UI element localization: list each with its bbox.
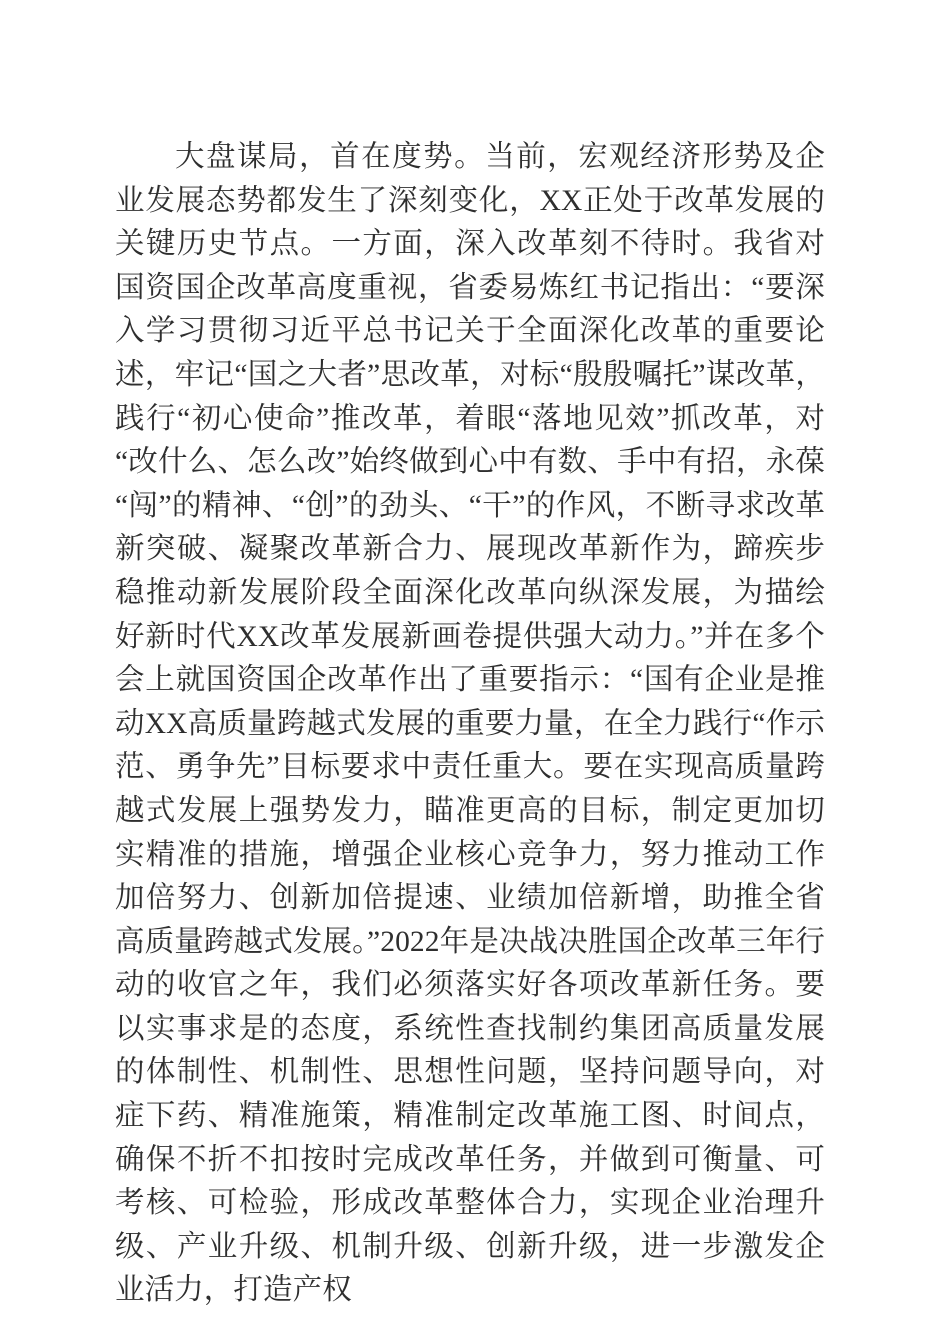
page-header <box>0 0 950 140</box>
document-body <box>115 136 825 1313</box>
body-paragraph: 大盘谋局，首在度势。当前，宏观经济形势及企业发展态势都发生了深刻变化，XX正处于改革发展的关键历史节点。一方面，深入改革刻不待时。我省对国资国企改革高度重视，省委易炼红书记指出：“要深入学习贯彻习近平总书记关于全面深化改革的重要论述，牢记“国之大者”思改革，对标“殷殷嘱托”谋改革，践行“初心使命”推改革，着眼“落地见效”抓改革，对“改什么、怎么改”始终做到心中有数、手中有招，永葆“闯”的精神、“创”的劲头、“干”的作风，不断寻求改革新突破、凝聚改革新合力、展现改革新作为，蹄疾步稳推动新发展阶段全面深化改革向纵深发展，为描绘好新时代XX改革发展新画卷提供强大动力。”并在多个会上就国资国企改革作出了重要指示：“国有企业是推动XX高质量跨越式发展的重要力量，在全力践行“作示范、勇争先”目标要求中责任重大。要在实现高质量跨越式发展上强势发力，瞄准更高的目标，制定更加切实精准的措施，增强企业核心竞争力，努力推动工作加倍努力、创新加倍提速、业绩加倍新增，助推全省高质量跨越式发展。”2022年是决战决胜国企改革三年行动的收官之年，我们必须落实好各项改革新任务。要以实事求是的态度，系统性查找制约集团高质量发展的体制性、机制性、思想性问题，坚持问题导向，对症下药、精准施策，精准制定改革施工图、时间点，确保不折不扣按时完成改革任务，并做到可衡量、可考核、可检验，形成改革整体合力，实现企业治理升级、产业升级、机制升级、创新升级，进一步激发企业活力，打造产权 <box>115 141 825 1307</box>
page-footer <box>0 1184 950 1344</box>
